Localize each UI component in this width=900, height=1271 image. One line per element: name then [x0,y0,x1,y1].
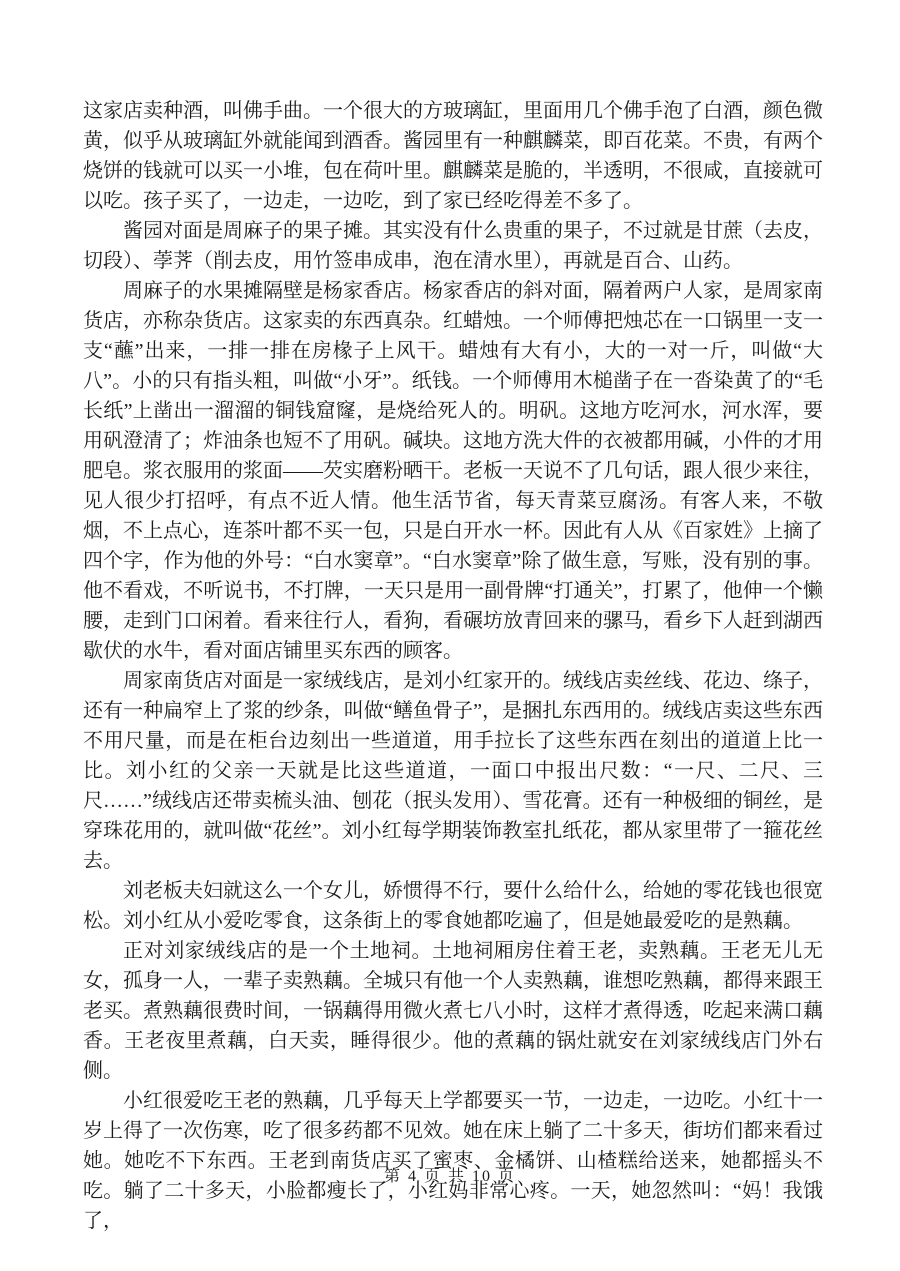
page-footer [0,1163,900,1186]
document-body [83,96,823,1236]
paragraph: 正对刘家绒线店的是一个土地祠。土地祠厢房住着王老，卖熟藕。王老无儿无女，孤身一人，一辈子卖熟藕。全城只有他一个人卖熟藕，谁想吃熟藕，都得来跟王老买。煮熟藕很费时间，一锅藕得用微火煮七八小时，这样才煮得透，吃起来满口藕香。王老夜里煮藕，白天卖，睡得很少。他的煮藕的锅灶就安在刘家绒线店门外右侧。 [83,940,823,1082]
paragraph: 酱园对面是周麻子的果子摊。其实没有什么贵重的果子，不过就是甘蔗（去皮，切段）、荸荠（削去皮，用竹签串成串，泡在清水里），再就是百合、山药。 [83,220,823,272]
paragraph: 小红很爱吃王老的熟藕，几乎每天上学都要买一节，一边走，一边吃。小红十一岁上得了一次伤寒，吃了很多药都不见效。她在床上躺了二十多天，街坊们都来看过她。她吃不下东西。王老到南货店买了蜜枣、金橘饼、山楂糕给送来，她都摇头不吃。躺了二十多天，小脸都瘦长了，小红妈非常心疼。一天，她忽然叫：“妈！我饿了， [83,1090,823,1232]
paragraph: 这家店卖种酒，叫佛手曲。一个很大的方玻璃缸，里面用几个佛手泡了白酒，颜色微黄，似乎从玻璃缸外就能闻到酒香。酱园里有一种麒麟菜，即百花菜。不贵，有两个烧饼的钱就可以买一小堆，包在荷叶里。麒麟菜是脆的，半透明，不很咸，直接就可以吃。孩子买了，一边走，一边吃，到了家已经吃得差不多了。 [83,100,823,212]
paragraph: 周麻子的水果摊隔壁是杨家香店。杨家香店的斜对面，隔着两户人家，是周家南货店，亦称杂货店。这家卖的东西真杂。红蜡烛。一个师傅把烛芯在一口锅里一支一支“蘸”出来，一排一排在房椽子上风干。蜡烛有大有小，大的一对一斤，叫做“大八”。小的只有指头粗，叫做“小牙”。纸钱。一个师傅用木槌凿子在一沓染黄了的“毛长纸”上凿出一溜溜的铜钱窟窿，是烧给死人的。明矾。这地方吃河水，河水浑，要用矾澄清了；炸油条也短不了用矾。碱块。这地方洗大件的衣被都用碱，小件的才用肥皂。浆衣服用的浆面——芡实磨粉晒干。老板一天说不了几句话，跟人很少来往，见人很少打招呼，有点不近人情。他生活节省，每天青菜豆腐汤。有客人来，不敬烟，不上点心，连茶叶都不买一包，只是白开水一杯。因此有人从《百家姓》上摘了四个字，作为他的外号：“白水窦章”。“白水窦章”除了做生意，写账，没有别的事。他不看戏，不听说书，不打牌，一天只是用一副骨牌“打通关”，打累了，他伸一个懒腰，走到门口闲着。看来往行人，看狗，看碾坊放青回来的骡马，看乡下人赶到湖西歇伏的水牛，看对面店铺里买东西的顾客。 [83,280,823,662]
paragraph: 周家南货店对面是一家绒线店，是刘小红家开的。绒线店卖丝线、花边、绦子，还有一种扁窄上了浆的纱条，叫做“鳝鱼骨子”，是捆扎东西用的。绒线店卖这些东西不用尺量，而是在柜台边刻出一些道道，用手拉长了这些东西在刻出的道道上比一比。刘小红的父亲一天就是比这些道道，一面口中报出尺数：“一尺、二尺、三尺……”绒线店还带卖梳头油、刨花（抿头发用）、雪花膏。还有一种极细的铜丝，是穿珠花用的，就叫做“花丝”。刘小红每学期装饰教室扎纸花，都从家里带了一箍花丝去。 [83,670,823,872]
paragraph: 刘老板夫妇就这么一个女儿，娇惯得不行，要什么给什么，给她的零花钱也很宽松。刘小红从小爱吃零食，这条街上的零食她都吃遍了，但是她最爱吃的是熟藕。 [83,880,823,932]
page-number-label: 第 4 页 共 10 页 [383,1168,516,1185]
